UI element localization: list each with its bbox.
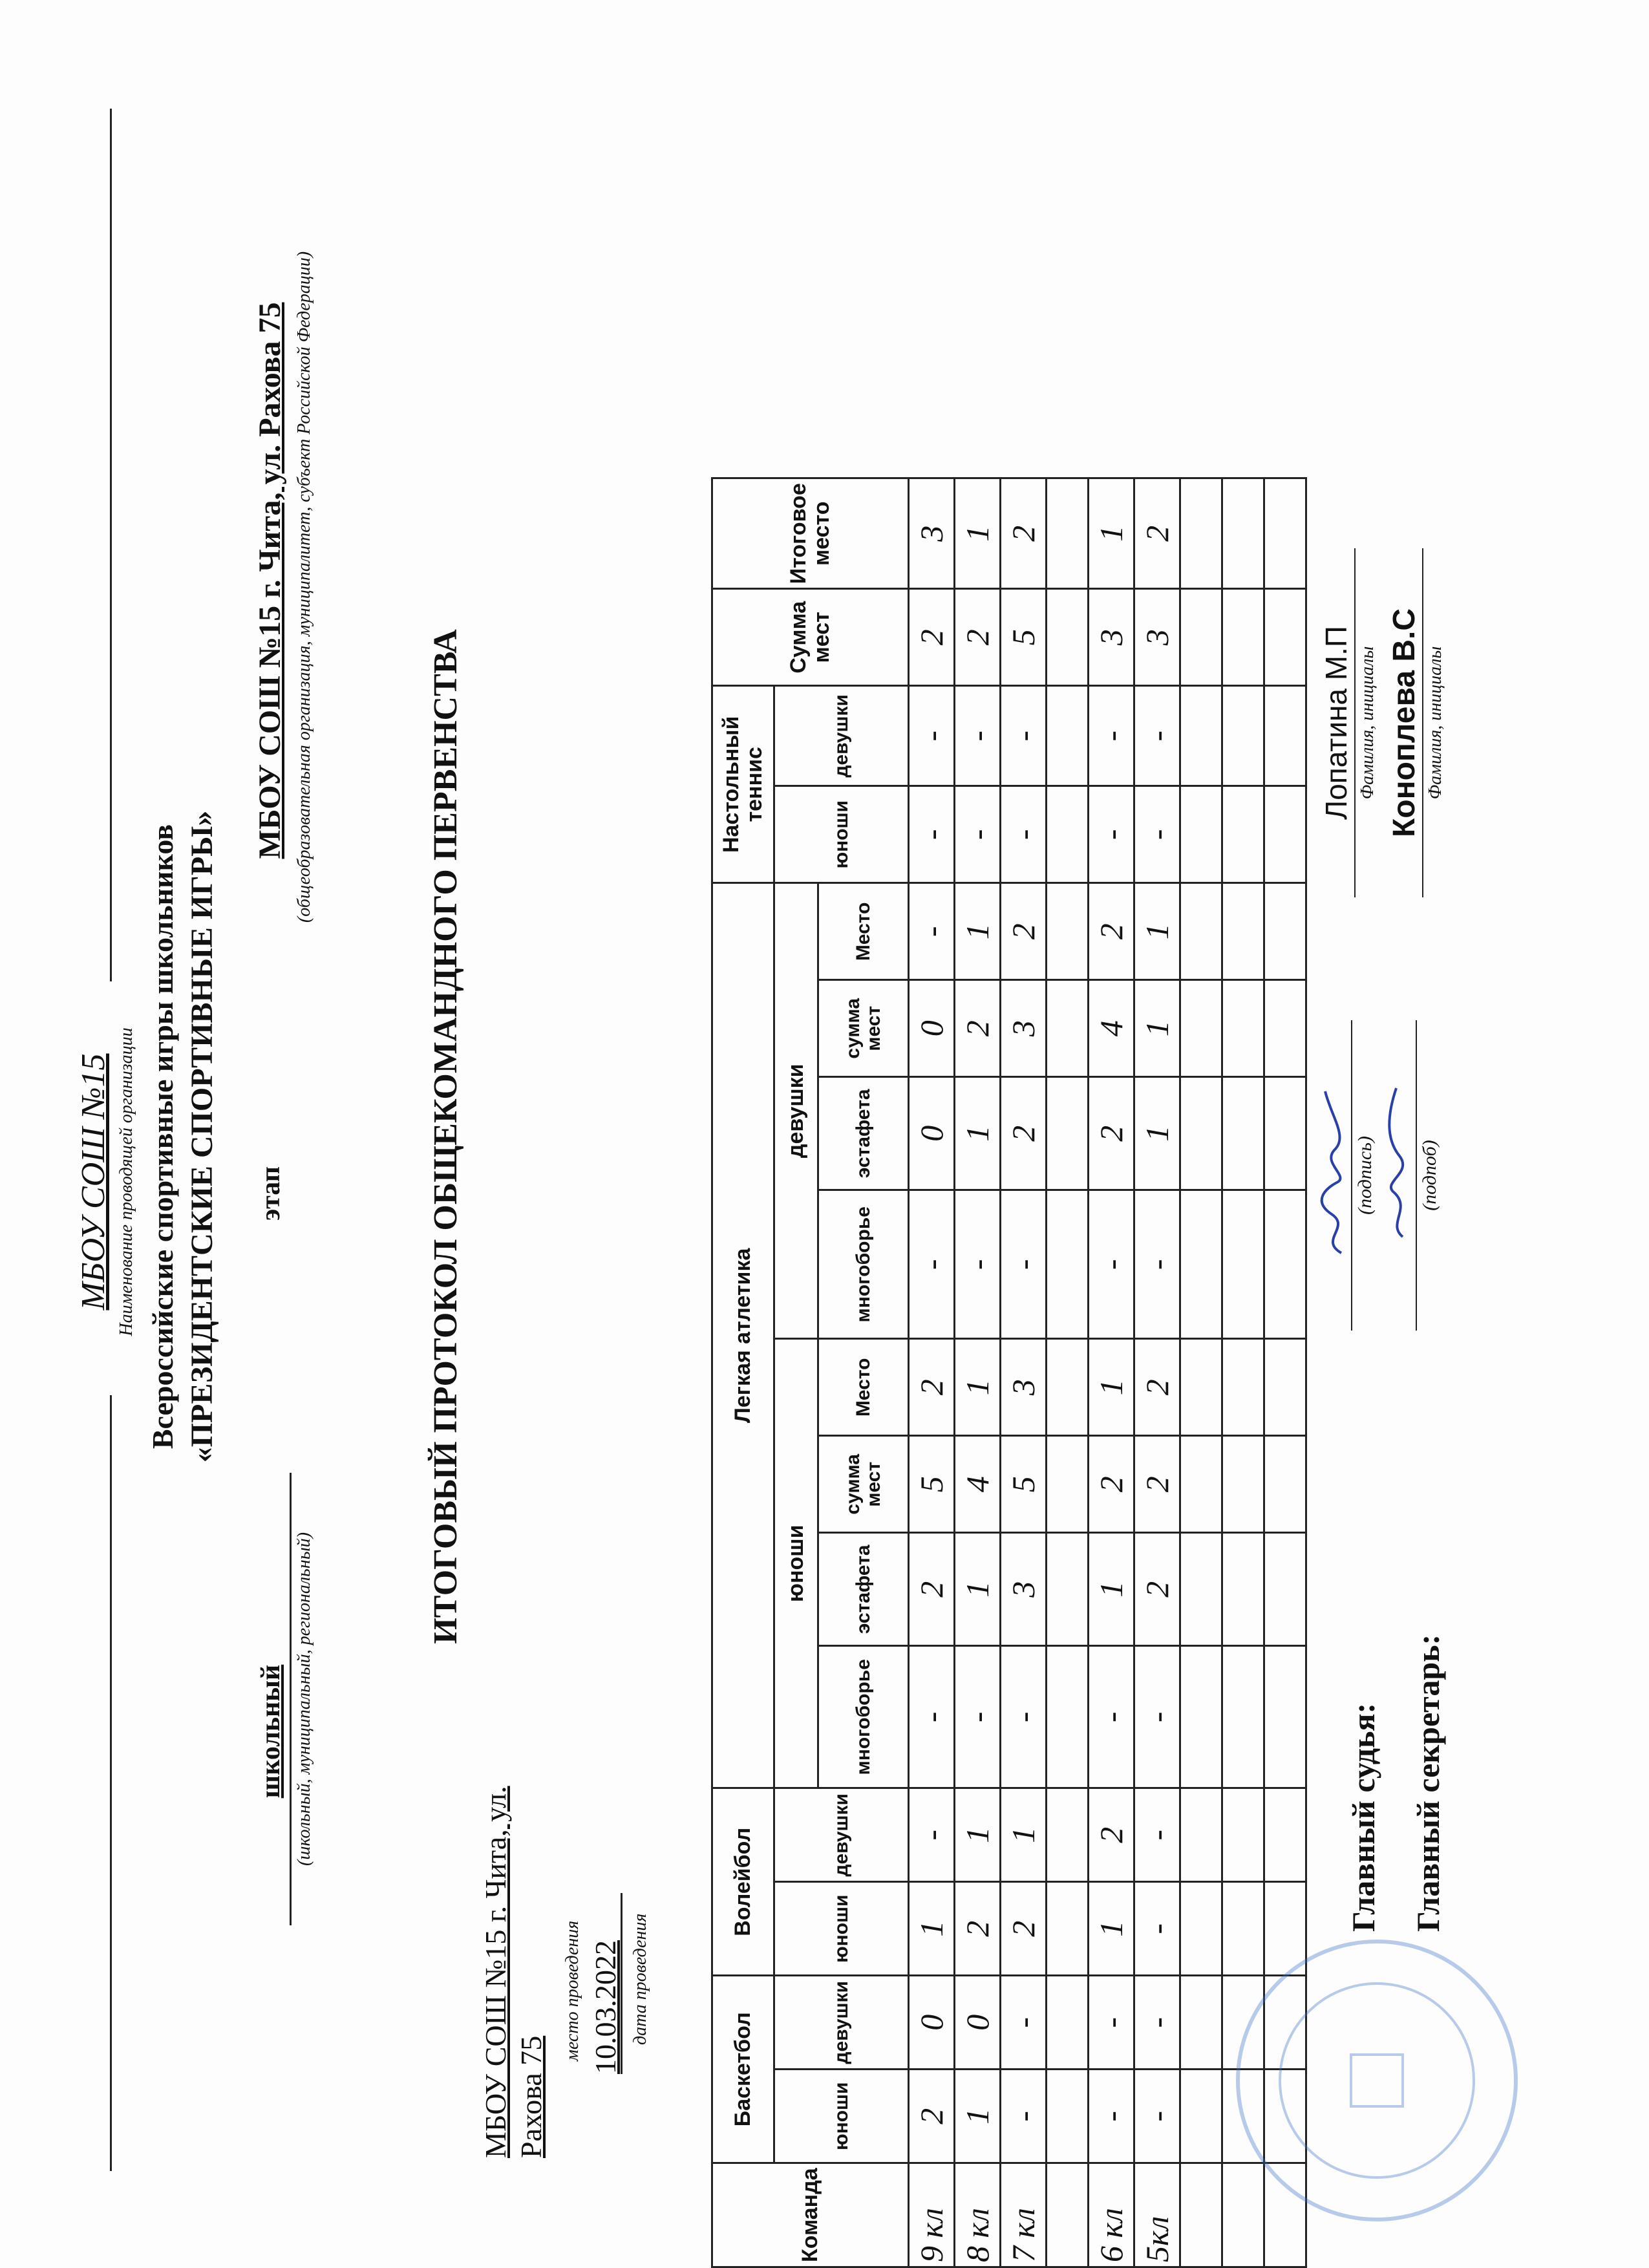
cell-tt-b: - bbox=[955, 786, 1001, 883]
cell-bb-b: - bbox=[1089, 2070, 1134, 2163]
cell-ab-rel: 3 bbox=[1001, 1533, 1047, 1646]
cell-vb-g: 2 bbox=[1089, 1788, 1134, 1882]
cell-ag-sum: 2 bbox=[955, 980, 1001, 1077]
th-ag-place: Место bbox=[818, 883, 909, 980]
th-ag-allround: многоборье bbox=[818, 1190, 909, 1339]
table-cell-empty bbox=[1222, 980, 1264, 1077]
cell-ab-place: 3 bbox=[1001, 1339, 1047, 1436]
cell-tt-g: - bbox=[1001, 686, 1047, 786]
cell-ab-all: - bbox=[1001, 1646, 1047, 1788]
table-cell-empty bbox=[1047, 980, 1089, 1077]
cell-sum: 5 bbox=[1001, 589, 1047, 686]
cell-vb-b: 1 bbox=[909, 1882, 955, 1976]
th-ab-relay: эстафета bbox=[818, 1533, 909, 1646]
table-cell-empty bbox=[1264, 1077, 1306, 1190]
judge-sign-line bbox=[1351, 1020, 1352, 1331]
cell-ab-rel: 2 bbox=[909, 1533, 955, 1646]
table-row bbox=[1134, 478, 1180, 2267]
table-cell-empty bbox=[1180, 2163, 1222, 2267]
cell-ab-sum: 2 bbox=[1134, 1436, 1180, 1533]
table-cell-empty bbox=[1180, 1339, 1222, 1436]
table-cell-empty bbox=[1180, 1788, 1222, 1882]
cell-sum: 2 bbox=[909, 589, 955, 686]
venue-caption: место проведения bbox=[562, 1920, 582, 2061]
table-cell-empty bbox=[1047, 589, 1089, 686]
table-cell-empty bbox=[1047, 786, 1089, 883]
team-cell: 9 кл bbox=[909, 2163, 955, 2267]
th-tt-boys: юноши bbox=[774, 786, 909, 883]
cell-tt-g: - bbox=[1134, 686, 1180, 786]
venue-line2: Рахова 75 bbox=[515, 2035, 548, 2158]
cell-ag-place: 1 bbox=[955, 883, 1001, 980]
th-team: Команда bbox=[712, 2163, 909, 2267]
cell-ag-sum: 0 bbox=[909, 980, 955, 1077]
secretary-name: Коноплева В.С bbox=[1387, 608, 1421, 838]
cell-ag-rel: 2 bbox=[1089, 1077, 1134, 1190]
cell-ag-place: - bbox=[909, 883, 955, 980]
cell-ag-all: - bbox=[1134, 1190, 1180, 1339]
table-cell-empty bbox=[1222, 1190, 1264, 1339]
table-cell-empty bbox=[1047, 883, 1089, 980]
table-cell-empty bbox=[1180, 2070, 1222, 2163]
stage-school: МБОУ СОШ №15 г. Чита, ул. Рахова 75 bbox=[253, 302, 287, 859]
th-tabletennis: Настольный теннис bbox=[712, 686, 774, 883]
cell-tt-g: - bbox=[1089, 686, 1134, 786]
judge-label: Главный судья: bbox=[1345, 1702, 1381, 1932]
table-cell-empty bbox=[1222, 1436, 1264, 1533]
cell-ab-all: - bbox=[1089, 1646, 1134, 1788]
table-row-empty bbox=[1047, 478, 1089, 2267]
th-ath-girls: девушки bbox=[774, 883, 818, 1339]
cell-ab-place: 1 bbox=[955, 1339, 1001, 1436]
table-cell-empty bbox=[1047, 1976, 1089, 2070]
stage-level-caption: (школьный, муниципальный, региональный) bbox=[294, 1532, 314, 1866]
stage-label: этап bbox=[256, 1166, 286, 1221]
th-ab-allround: многоборье bbox=[818, 1646, 909, 1788]
cell-bb-g: - bbox=[1001, 1976, 1047, 2070]
table-cell-empty bbox=[1180, 1976, 1222, 2070]
th-tt-girls: девушки bbox=[774, 686, 909, 786]
cell-sum: 2 bbox=[955, 589, 1001, 686]
cell-bb-b: - bbox=[1134, 2070, 1180, 2163]
org-underline-left bbox=[110, 1395, 112, 2171]
cell-vb-g: - bbox=[1134, 1788, 1180, 1882]
cell-vb-b: 2 bbox=[1001, 1882, 1047, 1976]
cell-bb-b: 2 bbox=[909, 2070, 955, 2163]
table-cell-empty bbox=[1047, 1436, 1089, 1533]
table-cell-empty bbox=[1222, 1646, 1264, 1788]
cell-ab-sum: 4 bbox=[955, 1436, 1001, 1533]
table-cell-empty bbox=[1222, 786, 1264, 883]
table-cell-empty bbox=[1264, 589, 1306, 686]
table-row bbox=[1089, 478, 1134, 2267]
table-cell-empty bbox=[1180, 1436, 1222, 1533]
stamp-icon bbox=[1228, 1932, 1526, 2229]
judge-sign-caption: (подпись) bbox=[1354, 1136, 1376, 1215]
table-cell-empty bbox=[1180, 589, 1222, 686]
table-cell-empty bbox=[1222, 478, 1264, 589]
cell-tt-b: - bbox=[1134, 786, 1180, 883]
cell-ab-all: - bbox=[1134, 1646, 1180, 1788]
th-vb-girls: девушки bbox=[774, 1788, 909, 1882]
table-cell-empty bbox=[1180, 1077, 1222, 1190]
table-cell-empty bbox=[1264, 1436, 1306, 1533]
table-row bbox=[909, 478, 955, 2267]
cell-ag-sum: 3 bbox=[1001, 980, 1047, 1077]
cell-vb-g: 1 bbox=[955, 1788, 1001, 1882]
table-cell-empty bbox=[1222, 1788, 1264, 1882]
table-cell-empty bbox=[1047, 1077, 1089, 1190]
cell-vb-b: 1 bbox=[1089, 1882, 1134, 1976]
cell-ag-place: 2 bbox=[1001, 883, 1047, 980]
team-cell: 7 кл bbox=[1001, 2163, 1047, 2267]
table-cell-empty bbox=[1047, 2163, 1089, 2267]
games-line1: Всероссийские спортивные игры школьников bbox=[146, 824, 179, 1450]
cell-tt-g: - bbox=[955, 686, 1001, 786]
table-cell-empty bbox=[1222, 1077, 1264, 1190]
judge-name-line bbox=[1354, 548, 1356, 897]
table-cell-empty bbox=[1180, 1646, 1222, 1788]
secretary-name-caption: Фамилия, инициалы bbox=[1425, 646, 1445, 800]
table-row bbox=[1001, 478, 1047, 2267]
cell-sum: 3 bbox=[1089, 589, 1134, 686]
th-vb-boys: юноши bbox=[774, 1882, 909, 1976]
cell-ag-rel: 1 bbox=[1134, 1077, 1180, 1190]
team-cell: 6 кл bbox=[1089, 2163, 1134, 2267]
th-sum: Сумма мест bbox=[712, 589, 909, 686]
team-cell: 5кл bbox=[1134, 2163, 1180, 2267]
th-volleyball: Волейбол bbox=[712, 1788, 774, 1976]
cell-ag-place: 1 bbox=[1134, 883, 1180, 980]
table-row-empty bbox=[1180, 478, 1222, 2267]
th-bb-boys: юноши bbox=[774, 2070, 909, 2163]
stage-level: школьный bbox=[256, 1664, 286, 1799]
cell-final: 2 bbox=[1001, 478, 1047, 589]
table-cell-empty bbox=[1047, 1646, 1089, 1788]
th-ath-boys: юноши bbox=[774, 1339, 818, 1788]
table-row bbox=[955, 478, 1001, 2267]
th-bb-girls: девушки bbox=[774, 1976, 909, 2070]
table-cell-empty bbox=[1222, 883, 1264, 980]
table-cell-empty bbox=[1180, 1533, 1222, 1646]
games-line2: «ПРЕЗИДЕНТСКИЕ СПОРТИВНЫЕ ИГРЫ» bbox=[185, 810, 219, 1463]
org-caption: Наименование проводящей организации bbox=[116, 1027, 136, 1336]
cell-tt-b: - bbox=[1001, 786, 1047, 883]
date-value: 10.03.2022 bbox=[589, 1940, 622, 2074]
cell-ag-rel: 2 bbox=[1001, 1077, 1047, 1190]
cell-bb-b: - bbox=[1001, 2070, 1047, 2163]
cell-ag-place: 2 bbox=[1089, 883, 1134, 980]
cell-ab-all: - bbox=[909, 1646, 955, 1788]
cell-ag-all: - bbox=[909, 1190, 955, 1339]
cell-sum: 3 bbox=[1134, 589, 1180, 686]
judge-name-caption: Фамилия, инициалы bbox=[1357, 646, 1378, 800]
th-basketball: Баскетбол bbox=[712, 1976, 774, 2163]
cell-ab-rel: 2 bbox=[1134, 1533, 1180, 1646]
table-cell-empty bbox=[1264, 478, 1306, 589]
org-name: МБОУ СОШ №15 bbox=[75, 1053, 112, 1311]
stage-school-caption: (общеобразовательная организация, муниципалитет, субъект Российской Федерации) bbox=[294, 251, 314, 923]
cell-ab-sum: 5 bbox=[909, 1436, 955, 1533]
table-cell-empty bbox=[1047, 1882, 1089, 1976]
table-cell-empty bbox=[1222, 1339, 1264, 1436]
cell-bb-g: - bbox=[1134, 1976, 1180, 2070]
stage-level-underline bbox=[290, 1473, 292, 1925]
cell-final: 3 bbox=[909, 478, 955, 589]
cell-bb-g: 0 bbox=[955, 1976, 1001, 2070]
cell-ag-all: - bbox=[1089, 1190, 1134, 1339]
cell-ab-place: 2 bbox=[909, 1339, 955, 1436]
cell-ag-rel: 0 bbox=[909, 1077, 955, 1190]
table-cell-empty bbox=[1047, 2070, 1089, 2163]
cell-tt-b: - bbox=[909, 786, 955, 883]
table-cell-empty bbox=[1222, 589, 1264, 686]
cell-ag-sum: 4 bbox=[1089, 980, 1134, 1077]
table-cell-empty bbox=[1047, 478, 1089, 589]
team-cell: 8 кл bbox=[955, 2163, 1001, 2267]
secretary-sign-caption: (подпоб) bbox=[1419, 1140, 1440, 1211]
table-cell-empty bbox=[1180, 883, 1222, 980]
cell-ab-sum: 2 bbox=[1089, 1436, 1134, 1533]
table-cell-empty bbox=[1264, 1533, 1306, 1646]
cell-bb-g: - bbox=[1089, 1976, 1134, 2070]
table-cell-empty bbox=[1047, 1788, 1089, 1882]
table-cell-empty bbox=[1264, 883, 1306, 980]
table-cell-empty bbox=[1222, 686, 1264, 786]
table-cell-empty bbox=[1180, 1882, 1222, 1976]
table-cell-empty bbox=[1222, 1533, 1264, 1646]
table-cell-empty bbox=[1264, 1190, 1306, 1339]
date-underline bbox=[621, 1893, 622, 2074]
table-cell-empty bbox=[1047, 1339, 1089, 1436]
cell-ag-all: - bbox=[955, 1190, 1001, 1339]
th-athletics: Легкая атлетика bbox=[712, 883, 774, 1788]
table-cell-empty bbox=[1180, 1190, 1222, 1339]
cell-ab-sum: 5 bbox=[1001, 1436, 1047, 1533]
table-cell-empty bbox=[1047, 1533, 1089, 1646]
cell-ag-all: - bbox=[1001, 1190, 1047, 1339]
table-cell-empty bbox=[1264, 980, 1306, 1077]
table-cell-empty bbox=[1264, 786, 1306, 883]
table-cell-empty bbox=[1264, 1788, 1306, 1882]
table-cell-empty bbox=[1180, 478, 1222, 589]
table-cell-empty bbox=[1047, 686, 1089, 786]
judge-name: Лопатина М.П bbox=[1319, 626, 1353, 820]
table-cell-empty bbox=[1264, 1646, 1306, 1788]
page-title: ИТОГОВЫЙ ПРОТОКОЛ ОБЩЕКОМАНДНОГО ПЕРВЕНСТВА bbox=[427, 629, 464, 1644]
table-cell-empty bbox=[1180, 980, 1222, 1077]
table-cell-empty bbox=[1180, 686, 1222, 786]
cell-tt-g: - bbox=[909, 686, 955, 786]
th-ag-relay: эстафета bbox=[818, 1077, 909, 1190]
venue-line1: МБОУ СОШ №15 г. Чита, ул. bbox=[479, 1786, 512, 2158]
cell-tt-b: - bbox=[1089, 786, 1134, 883]
table-cell-empty bbox=[1264, 1339, 1306, 1436]
cell-ab-rel: 1 bbox=[1089, 1533, 1134, 1646]
cell-final: 1 bbox=[955, 478, 1001, 589]
date-caption: дата проведения bbox=[630, 1913, 650, 2045]
th-ab-placesum: сумма мест bbox=[818, 1436, 909, 1533]
th-ab-place: Место bbox=[818, 1339, 909, 1436]
org-underline-right bbox=[110, 109, 112, 981]
th-final: Итоговое место bbox=[712, 478, 909, 589]
cell-vb-g: 1 bbox=[1001, 1788, 1047, 1882]
secretary-name-line bbox=[1422, 548, 1423, 897]
cell-ab-all: - bbox=[955, 1646, 1001, 1788]
th-ag-placesum: сумма мест bbox=[818, 980, 909, 1077]
cell-bb-b: 1 bbox=[955, 2070, 1001, 2163]
cell-vb-b: - bbox=[1134, 1882, 1180, 1976]
secretary-label: Главный секретарь: bbox=[1410, 1634, 1446, 1932]
table-cell-empty bbox=[1047, 1190, 1089, 1339]
cell-ab-place: 1 bbox=[1089, 1339, 1134, 1436]
secretary-sign-line bbox=[1416, 1020, 1417, 1331]
cell-ab-rel: 1 bbox=[955, 1533, 1001, 1646]
cell-ab-place: 2 bbox=[1134, 1339, 1180, 1436]
cell-ag-rel: 1 bbox=[955, 1077, 1001, 1190]
cell-vb-g: - bbox=[909, 1788, 955, 1882]
cell-ag-sum: 1 bbox=[1134, 980, 1180, 1077]
cell-final: 1 bbox=[1089, 478, 1134, 589]
cell-bb-g: 0 bbox=[909, 1976, 955, 2070]
table-cell-empty bbox=[1264, 686, 1306, 786]
cell-final: 2 bbox=[1134, 478, 1180, 589]
cell-vb-b: 2 bbox=[955, 1882, 1001, 1976]
table-cell-empty bbox=[1180, 786, 1222, 883]
protocol-table bbox=[711, 477, 1307, 2268]
